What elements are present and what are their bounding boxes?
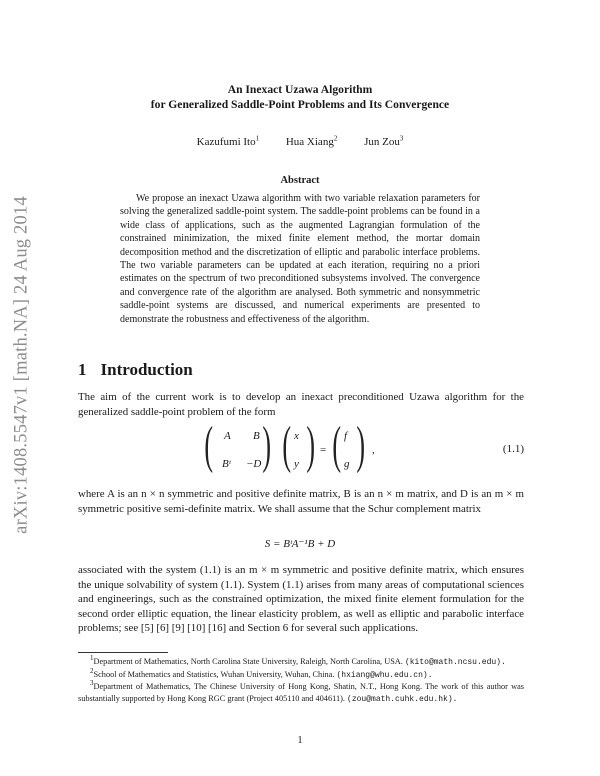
left-paren: ( [282, 417, 291, 474]
intro-paragraph-1: The aim of the current work is to develop an inexact preconditioned Uzawa algorithm for the generalized saddle-point problem of the form [78, 391, 524, 418]
schur-complement-equation: S = BᵗA⁻¹B + D [264, 538, 336, 550]
right-paren: ) [306, 417, 315, 474]
equation-comma: , [372, 444, 375, 456]
section-heading: 1 Introduction [78, 360, 193, 379]
matrix-cell: A [224, 430, 231, 442]
left-paren: ( [204, 417, 213, 474]
rhs-cell: f [344, 430, 348, 442]
vector-cell: y [294, 458, 299, 470]
author: Hua Xiang$^2$ [285, 134, 338, 148]
footnote-divider [78, 652, 168, 653]
footnote: $^1$Department of Mathematics, North Carolina State University, Raleigh, North Carolina, USA. (kito@math.ncsu.edu). [90, 654, 506, 667]
footnote: $^3$Department of Mathematics, The Chinese University of Hong Kong, Shatin, N.T., Hong Kong. The work of this author was substantially supported by Hong Kong RGC grant (Project 405110 and 404611). (zou@math.cuhk.edu.hk). [78, 679, 524, 704]
author-list [0, 136, 600, 148]
matrix-cell: B [253, 430, 260, 442]
rhs-cell: g [344, 458, 350, 470]
footnotes [78, 656, 524, 705]
matrix-cell: Bᵗ [222, 458, 231, 470]
right-paren: ) [356, 417, 365, 474]
author: Kazufumi Ito$^1$ [196, 134, 260, 148]
intro-paragraph-3: associated with the system (1.1) is an m × m symmetric and positive definite matrix, which ensures the unique solvability of system (1.1). System (1.1) arises from many areas of computational sciences and engineerings, such as the constrained optimization, the mixed finite element formulation for the second order elliptic equation, the linear elasticity problem, as well as elliptic and parabolic interface problems; see [5] [6] [9] [10] [16] and Section 6 for several such applications. [78, 564, 524, 635]
paper-title-line2: for Generalized Saddle-Point Problems and Its Convergence [150, 98, 450, 111]
abstract-body: We propose an inexact Uzawa algorithm with two variable relaxation parameters for solving the generalized saddle-point system. The saddle-point problems can be found in a wide class of applications, such as the augmented Lagrangian formulation of the constrained minimization, the mixed finite element method, the mortar domain decomposition method and the discretization of elliptic and parabolic interface problems. The two variable parameters can be updated at each iteration, requiring no a priori estimates on the spectrum of two preconditioned subsystems involved. The convergence and convergence rate of the algorithm are analysed. Both symmetric and nonsymmetric saddle-point systems are discussed, and numerical experiments are presented to demonstrate the robustness and effectiveness of the algorithm. [120, 193, 480, 325]
equation-label: (1.1) [502, 443, 524, 455]
equals-sign: = [320, 444, 327, 456]
vector-cell: x [294, 430, 299, 442]
intro-paragraph-2: where A is an n × n symmetric and positive definite matrix, B is an n × m matrix, and D is an m × m symmetric positive semi-definite matrix. We shall assume that the Schur complement matrix [78, 488, 524, 515]
page-number: 1 [297, 735, 303, 746]
matrix-cell: −D [246, 458, 262, 470]
left-paren: ( [332, 417, 341, 474]
right-paren: ) [262, 417, 271, 474]
abstract-heading: Abstract [280, 175, 320, 186]
paper-title-line1: An Inexact Uzawa Algorithm [227, 83, 373, 96]
author: Jun Zou$^3$ [364, 134, 404, 148]
footnote: $^2$School of Mathematics and Statistics, Wuhan University, Wuhan, China. (hxiang@whu.edu.cn). [90, 666, 433, 680]
arxiv-stamp: arXiv:1408.5547v1 [math.NA] 24 Aug 2014 [11, 196, 32, 534]
